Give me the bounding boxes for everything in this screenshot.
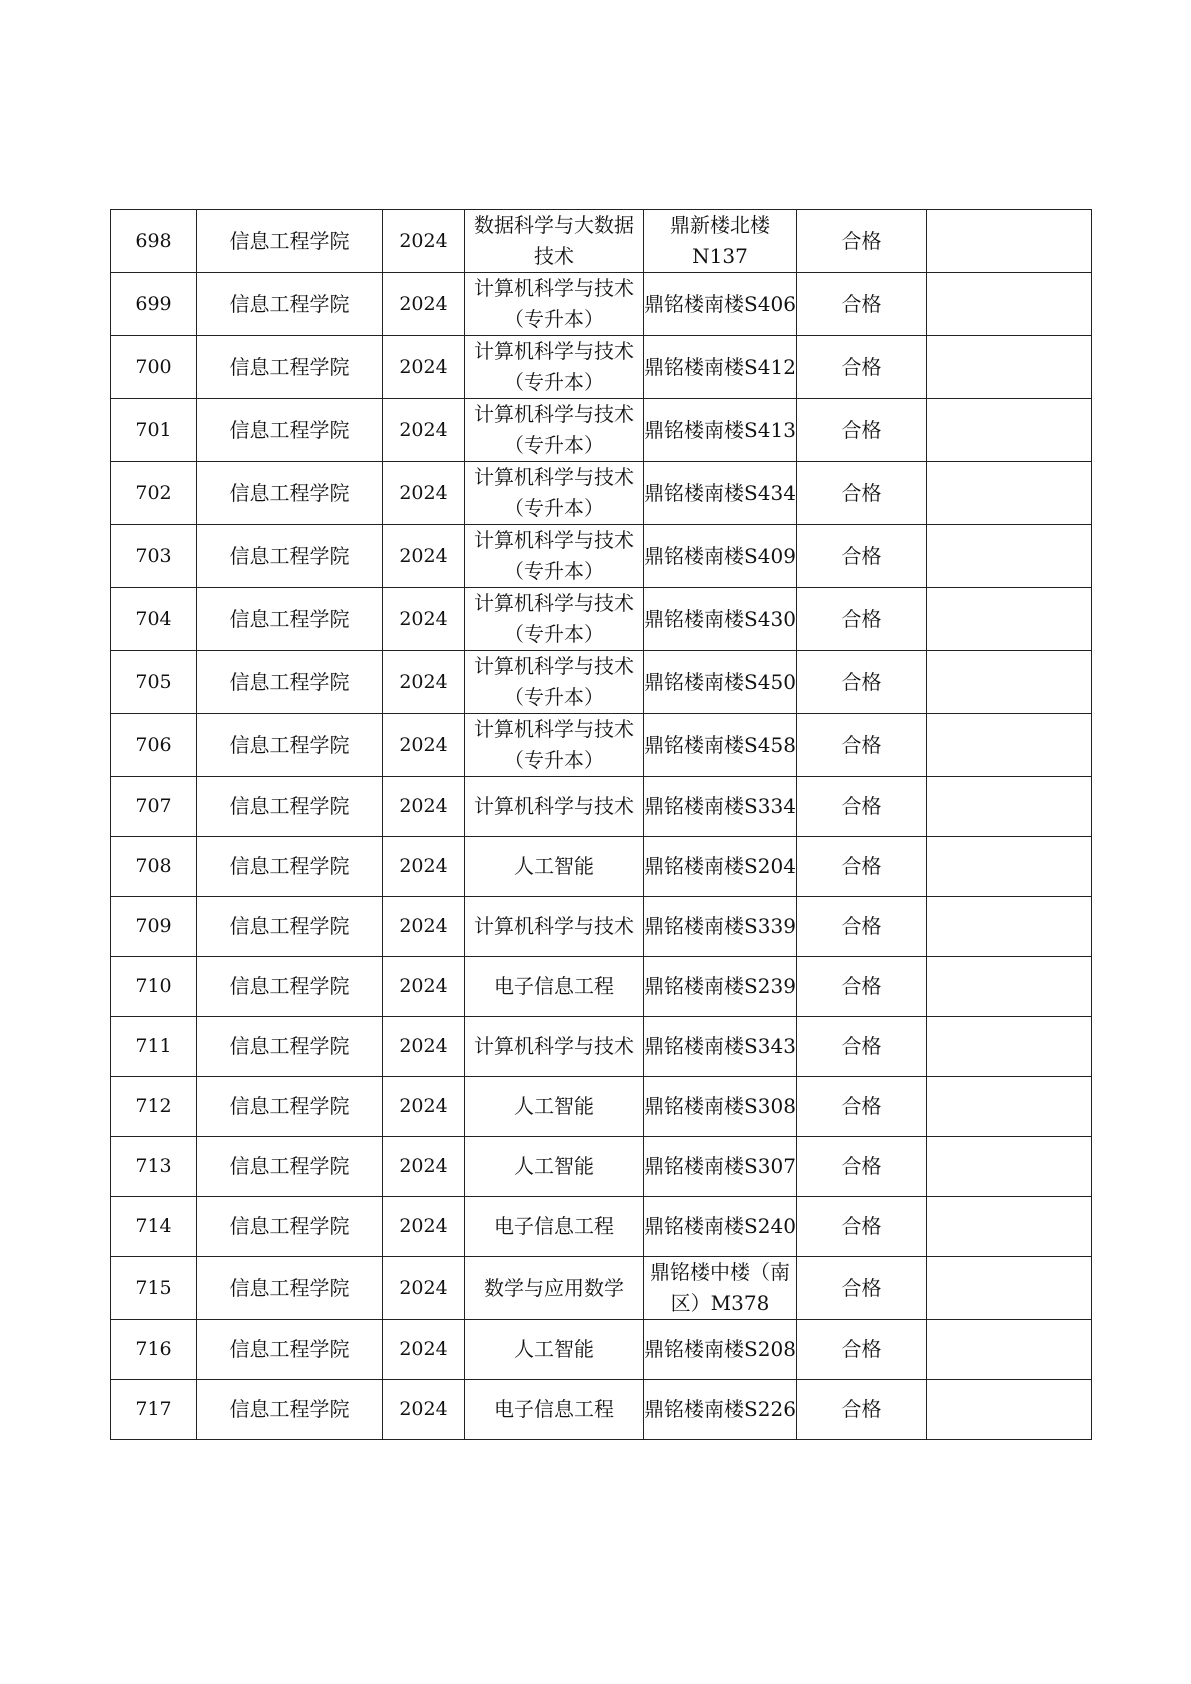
cell-year: 2024: [383, 588, 465, 651]
cell-room: 鼎铭楼南楼S413: [644, 399, 797, 462]
cell-major: 计算机科学与技术（专升本）: [465, 588, 644, 651]
cell-year: 2024: [383, 399, 465, 462]
cell-college: 信息工程学院: [197, 273, 383, 336]
cell-room: 鼎铭楼南楼S334: [644, 777, 797, 837]
cell-result: 合格: [797, 1077, 927, 1137]
cell-year: 2024: [383, 1197, 465, 1257]
cell-number: 711: [111, 1017, 197, 1077]
cell-college: 信息工程学院: [197, 1257, 383, 1320]
cell-note: [927, 399, 1092, 462]
cell-room: 鼎铭楼南楼S308: [644, 1077, 797, 1137]
cell-note: [927, 1017, 1092, 1077]
table-body: [111, 210, 1092, 1440]
cell-room: 鼎铭楼南楼S450: [644, 651, 797, 714]
cell-note: [927, 777, 1092, 837]
table-row: [111, 837, 1092, 897]
table-row: [111, 1197, 1092, 1257]
cell-major: 计算机科学与技术: [465, 1017, 644, 1077]
cell-college: 信息工程学院: [197, 897, 383, 957]
cell-result: 合格: [797, 273, 927, 336]
cell-college: 信息工程学院: [197, 1380, 383, 1440]
cell-note: [927, 651, 1092, 714]
cell-college: 信息工程学院: [197, 336, 383, 399]
cell-number: 701: [111, 399, 197, 462]
cell-college: 信息工程学院: [197, 1017, 383, 1077]
cell-result: 合格: [797, 336, 927, 399]
cell-college: 信息工程学院: [197, 525, 383, 588]
cell-number: 709: [111, 897, 197, 957]
table-row: [111, 210, 1092, 273]
cell-number: 713: [111, 1137, 197, 1197]
table-row: [111, 525, 1092, 588]
cell-number: 717: [111, 1380, 197, 1440]
cell-major: 人工智能: [465, 1320, 644, 1380]
cell-room: 鼎铭楼南楼S307: [644, 1137, 797, 1197]
cell-major: 计算机科学与技术（专升本）: [465, 651, 644, 714]
cell-major: 人工智能: [465, 1077, 644, 1137]
cell-number: 704: [111, 588, 197, 651]
table-row: [111, 1077, 1092, 1137]
cell-college: 信息工程学院: [197, 777, 383, 837]
table-row: [111, 1017, 1092, 1077]
cell-year: 2024: [383, 273, 465, 336]
cell-major: 电子信息工程: [465, 957, 644, 1017]
table-row: [111, 1320, 1092, 1380]
cell-college: 信息工程学院: [197, 714, 383, 777]
cell-college: 信息工程学院: [197, 837, 383, 897]
cell-year: 2024: [383, 714, 465, 777]
cell-result: 合格: [797, 210, 927, 273]
cell-year: 2024: [383, 1257, 465, 1320]
cell-number: 710: [111, 957, 197, 1017]
cell-note: [927, 1257, 1092, 1320]
cell-number: 699: [111, 273, 197, 336]
cell-major: 计算机科学与技术: [465, 777, 644, 837]
cell-room: 鼎铭楼南楼S343: [644, 1017, 797, 1077]
cell-college: 信息工程学院: [197, 1137, 383, 1197]
table-row: [111, 1257, 1092, 1320]
cell-note: [927, 210, 1092, 273]
cell-note: [927, 525, 1092, 588]
cell-college: 信息工程学院: [197, 588, 383, 651]
table-row: [111, 399, 1092, 462]
cell-result: 合格: [797, 1257, 927, 1320]
cell-note: [927, 714, 1092, 777]
cell-year: 2024: [383, 897, 465, 957]
table-row: [111, 588, 1092, 651]
cell-number: 714: [111, 1197, 197, 1257]
cell-room: 鼎铭楼南楼S339: [644, 897, 797, 957]
cell-number: 715: [111, 1257, 197, 1320]
cell-result: 合格: [797, 1320, 927, 1380]
table-row: [111, 1380, 1092, 1440]
cell-college: 信息工程学院: [197, 957, 383, 1017]
cell-year: 2024: [383, 1017, 465, 1077]
cell-result: 合格: [797, 651, 927, 714]
cell-year: 2024: [383, 462, 465, 525]
cell-room: 鼎铭楼南楼S434: [644, 462, 797, 525]
cell-note: [927, 1197, 1092, 1257]
cell-note: [927, 336, 1092, 399]
cell-major: 计算机科学与技术（专升本）: [465, 462, 644, 525]
table-row: [111, 651, 1092, 714]
table-row: [111, 1137, 1092, 1197]
table-row: [111, 777, 1092, 837]
cell-room: 鼎新楼北楼N137: [644, 210, 797, 273]
table-row: [111, 336, 1092, 399]
cell-number: 698: [111, 210, 197, 273]
cell-number: 716: [111, 1320, 197, 1380]
cell-college: 信息工程学院: [197, 651, 383, 714]
cell-note: [927, 588, 1092, 651]
cell-room: 鼎铭楼南楼S412: [644, 336, 797, 399]
cell-major: 数据科学与大数据技术: [465, 210, 644, 273]
cell-room: 鼎铭楼南楼S226: [644, 1380, 797, 1440]
cell-major: 计算机科学与技术（专升本）: [465, 714, 644, 777]
cell-result: 合格: [797, 837, 927, 897]
cell-note: [927, 1380, 1092, 1440]
cell-number: 708: [111, 837, 197, 897]
cell-year: 2024: [383, 777, 465, 837]
cell-major: 电子信息工程: [465, 1380, 644, 1440]
cell-room: 鼎铭楼南楼S458: [644, 714, 797, 777]
cell-note: [927, 837, 1092, 897]
cell-year: 2024: [383, 210, 465, 273]
cell-major: 数学与应用数学: [465, 1257, 644, 1320]
cell-year: 2024: [383, 1320, 465, 1380]
cell-major: 计算机科学与技术（专升本）: [465, 273, 644, 336]
cell-major: 计算机科学与技术（专升本）: [465, 336, 644, 399]
cell-college: 信息工程学院: [197, 462, 383, 525]
cell-note: [927, 1077, 1092, 1137]
cell-year: 2024: [383, 1077, 465, 1137]
cell-major: 计算机科学与技术（专升本）: [465, 525, 644, 588]
table-row: [111, 462, 1092, 525]
cell-number: 706: [111, 714, 197, 777]
cell-college: 信息工程学院: [197, 1197, 383, 1257]
table-row: [111, 957, 1092, 1017]
cell-major: 计算机科学与技术: [465, 897, 644, 957]
cell-room: 鼎铭楼南楼S409: [644, 525, 797, 588]
cell-room: 鼎铭楼中楼（南区）M378: [644, 1257, 797, 1320]
cell-note: [927, 1320, 1092, 1380]
cell-number: 700: [111, 336, 197, 399]
table-row: [111, 273, 1092, 336]
cell-result: 合格: [797, 525, 927, 588]
cell-room: 鼎铭楼南楼S239: [644, 957, 797, 1017]
cell-note: [927, 273, 1092, 336]
cell-major: 人工智能: [465, 837, 644, 897]
cell-note: [927, 957, 1092, 1017]
cell-room: 鼎铭楼南楼S406: [644, 273, 797, 336]
cell-room: 鼎铭楼南楼S430: [644, 588, 797, 651]
cell-number: 705: [111, 651, 197, 714]
cell-major: 计算机科学与技术（专升本）: [465, 399, 644, 462]
cell-note: [927, 897, 1092, 957]
cell-year: 2024: [383, 336, 465, 399]
cell-year: 2024: [383, 837, 465, 897]
cell-result: 合格: [797, 462, 927, 525]
cell-result: 合格: [797, 957, 927, 1017]
cell-number: 702: [111, 462, 197, 525]
cell-room: 鼎铭楼南楼S208: [644, 1320, 797, 1380]
cell-room: 鼎铭楼南楼S204: [644, 837, 797, 897]
cell-result: 合格: [797, 1380, 927, 1440]
cell-year: 2024: [383, 1380, 465, 1440]
cell-college: 信息工程学院: [197, 210, 383, 273]
cell-year: 2024: [383, 1137, 465, 1197]
cell-result: 合格: [797, 399, 927, 462]
cell-result: 合格: [797, 777, 927, 837]
cell-result: 合格: [797, 714, 927, 777]
cell-year: 2024: [383, 525, 465, 588]
cell-major: 人工智能: [465, 1137, 644, 1197]
cell-result: 合格: [797, 897, 927, 957]
cell-result: 合格: [797, 1197, 927, 1257]
cell-major: 电子信息工程: [465, 1197, 644, 1257]
cell-college: 信息工程学院: [197, 399, 383, 462]
cell-result: 合格: [797, 1137, 927, 1197]
cell-note: [927, 462, 1092, 525]
table-row: [111, 714, 1092, 777]
cell-number: 712: [111, 1077, 197, 1137]
cell-college: 信息工程学院: [197, 1320, 383, 1380]
cell-college: 信息工程学院: [197, 1077, 383, 1137]
results-table: [110, 209, 1092, 1440]
table-row: [111, 897, 1092, 957]
cell-number: 707: [111, 777, 197, 837]
cell-room: 鼎铭楼南楼S240: [644, 1197, 797, 1257]
cell-result: 合格: [797, 588, 927, 651]
cell-year: 2024: [383, 651, 465, 714]
cell-number: 703: [111, 525, 197, 588]
cell-note: [927, 1137, 1092, 1197]
cell-result: 合格: [797, 1017, 927, 1077]
cell-year: 2024: [383, 957, 465, 1017]
